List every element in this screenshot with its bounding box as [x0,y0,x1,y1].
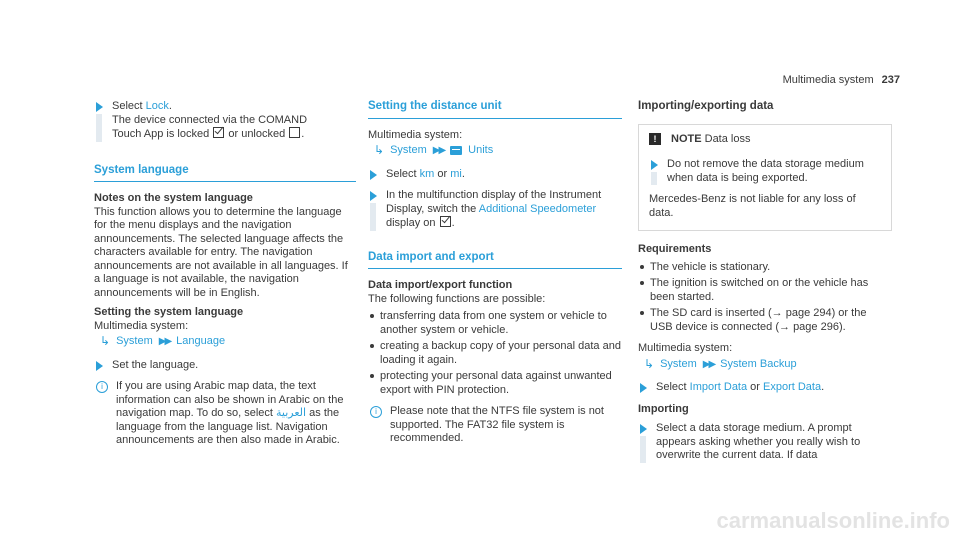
step-select-import-export: Select Import Data or Export Data. [638,381,892,395]
header-title: Multimedia system [782,74,874,86]
km-option[interactable]: km [419,167,435,180]
enter-arrow-icon: ↳ [374,143,385,157]
column-3 [638,100,892,471]
path-units[interactable]: Units [468,144,494,156]
ruler-icon [450,146,462,155]
list-item: The vehicle is stationary. [638,261,892,275]
info-icon: i [96,381,108,393]
double-chevron-icon: ▶▶ [702,358,715,370]
export-data-option[interactable]: Export Data [763,381,822,393]
notice-box: ! NOTE Data loss Do not remove the data storage medium when data is being exported. Mercedes-Benz is not liable for any loss of data. [638,124,892,232]
mm-system-label: Multimedia system: [368,128,463,141]
requirements-title: Requirements [638,243,712,255]
list-item: creating a backup copy of your personal data and loading it again. [368,340,622,367]
list-item: transferring data from one system or vehicle to another system or vehicle. [368,310,622,337]
importing-title: Importing [638,402,689,415]
play-arrow-icon [370,191,377,201]
import-export-title: Importing/exporting data [638,100,774,112]
column-1 [94,100,356,458]
path-system[interactable]: System [660,357,697,370]
play-arrow-icon [96,361,103,371]
func-title: Data import/export function [368,279,513,291]
play-arrow-icon [651,160,658,170]
menu-path [644,358,892,372]
list-item: protecting your personal data against unwanted export with PIN protection. [368,370,622,397]
enter-arrow-icon: ↳ [100,334,111,348]
requirements-list [638,261,892,335]
path-system-backup[interactable]: System Backup [720,357,797,370]
ntfs-note: i Please note that the NTFS file system is not supported. The FAT32 file system is recommended. [368,405,622,446]
play-arrow-icon [96,102,103,112]
path-system[interactable]: System [116,335,153,347]
path-system[interactable]: System [390,144,427,156]
info-icon: i [370,406,382,418]
play-arrow-icon [370,170,377,180]
notes-text: This function allows you to determine the language for the menu displays and the navigation announcements. The selected language affects the characters available for entry. The navigation announcements are not available in all languages. If a language is not available, the navigation announcements will be in English. [94,205,348,299]
checkbox-checked-icon [440,216,451,227]
page-number: 237 [881,74,900,86]
page-header [783,74,900,88]
step-multifunction: In the multifunction display of the Instrument Display, switch the Additional Speedometer display on . [368,189,622,231]
mi-option[interactable]: mi [450,167,462,180]
func-list [368,310,622,397]
list-item: The ignition is switched on or the vehicle has been started. [638,277,892,304]
section-title-distance: Setting the distance unit [368,100,622,119]
watermark: carmanualsonline.info [716,507,950,533]
notes-title: Notes on the system language [94,192,253,204]
menu-path [374,144,622,158]
func-intro: The following functions are possible: [368,292,546,305]
notice-disclaimer: Mercedes-Benz is not liable for any loss of data. [649,193,856,219]
path-language[interactable]: Language [176,335,226,347]
step-select-medium: Select a data storage medium. A prompt appears asking whether you really wish to overwrite the current data. If data [638,422,892,463]
import-data-option[interactable]: Import Data [689,381,748,393]
setting-title: Setting the system language [94,306,244,318]
step-set-language: Set the language. [94,359,356,373]
section-title-data: Data import and export [368,251,622,270]
play-arrow-icon [640,383,647,393]
enter-arrow-icon: ↳ [644,356,655,371]
notice-step: Do not remove the data storage medium when data is being exported. [649,158,881,185]
mm-system-label: Multimedia system: [94,319,189,332]
play-arrow-icon [640,424,647,434]
list-item: The SD card is inserted (→ page 294) or the USB device is connected (→ page 296). [638,307,892,334]
column-2 [368,100,622,456]
arabic-note: i If you are using Arabic map data, the text information can also be shown in Arabic on the navigation map. To do so, select العربية as the language from the language list. Navigation announcements are then also made in Arabic. [94,380,356,448]
mm-system-label: Multimedia system: [638,342,733,354]
checkbox-empty-icon [289,127,300,138]
lock-option[interactable]: Lock [145,100,169,112]
menu-path [100,335,356,349]
step-select-unit: Select km or mi. [368,168,622,182]
step-select-lock: Select Lock. The device connected via the COMAND Touch App is locked or unlocked . [94,100,356,142]
additional-speedometer-option[interactable]: Additional Speedometer [478,202,597,215]
warning-icon: ! [649,133,661,145]
checkbox-checked-icon [213,127,224,138]
section-title-system-language: System language [94,164,356,183]
arabic-option[interactable]: العربية [276,407,307,419]
double-chevron-icon: ▶▶ [432,145,445,156]
double-chevron-icon: ▶▶ [158,336,171,347]
